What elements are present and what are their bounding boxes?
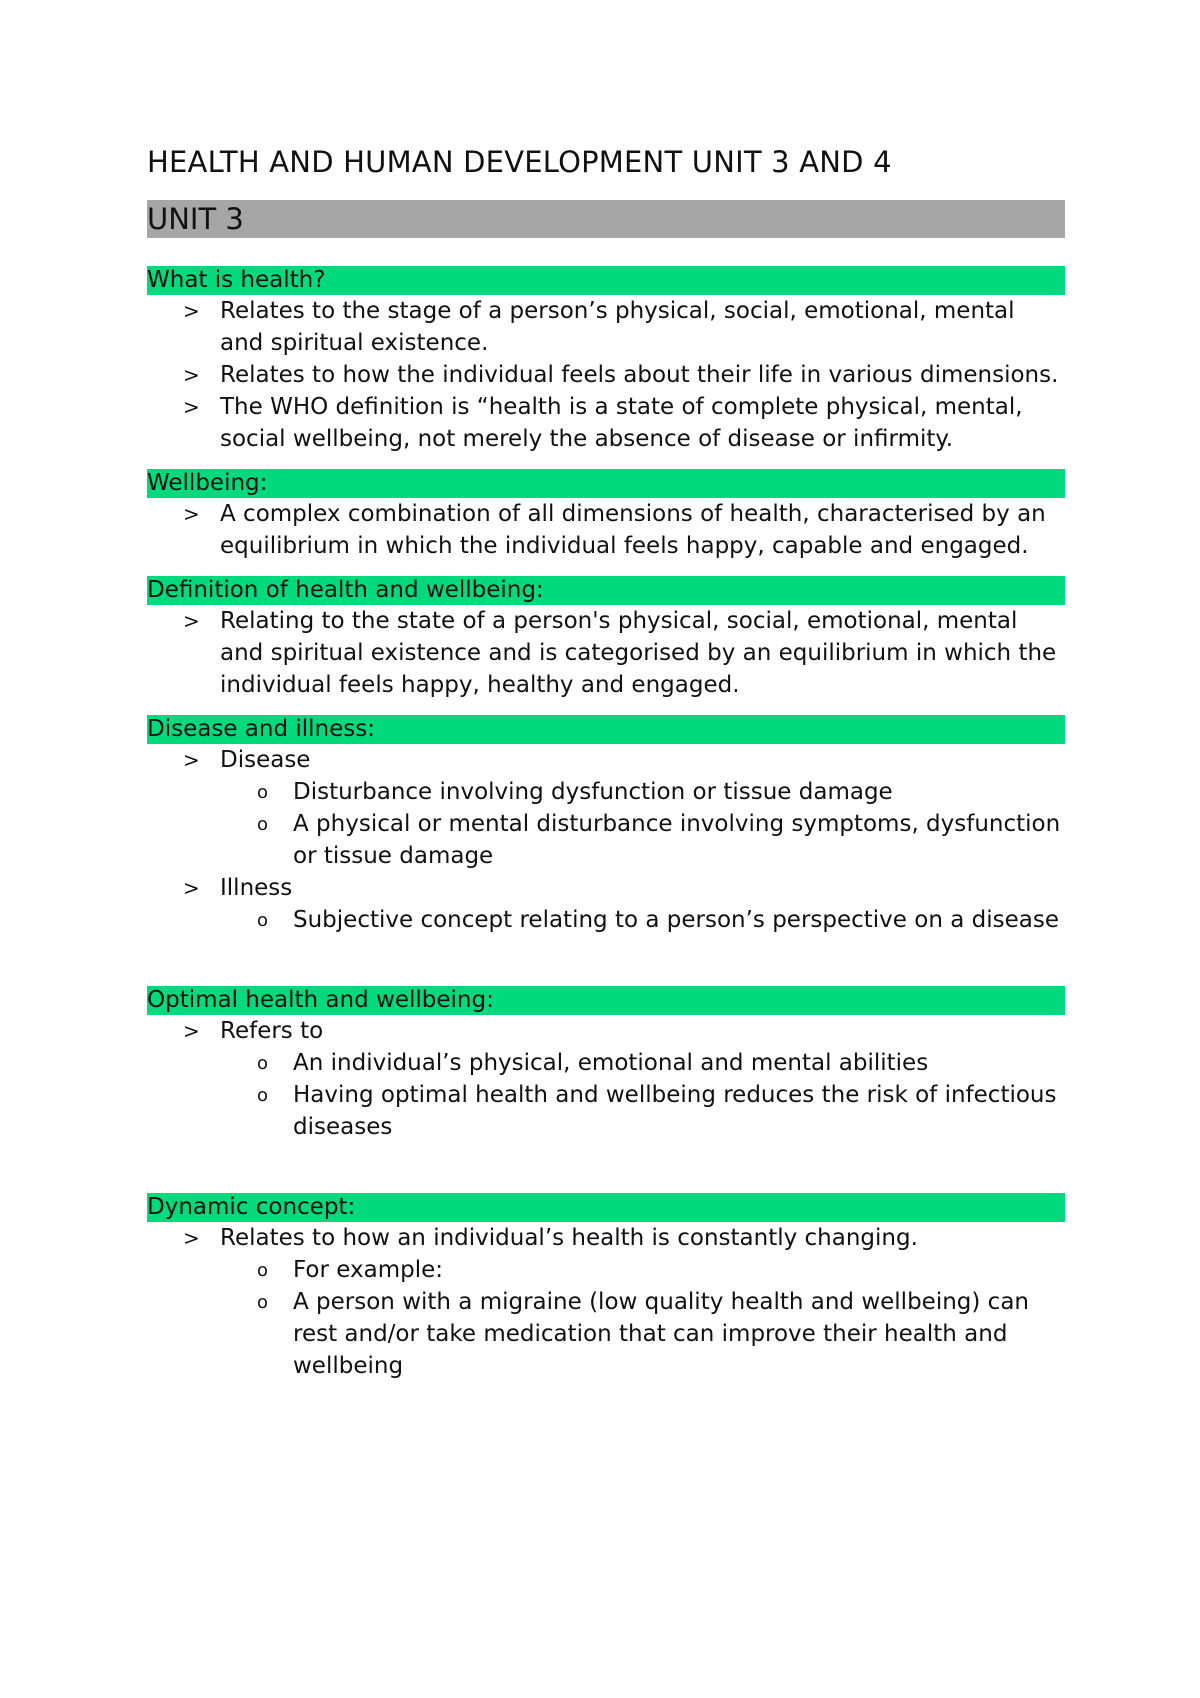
arrow-bullet-icon: > xyxy=(183,876,200,900)
list-item xyxy=(147,359,1065,391)
list-item-text: Relates to how an individual’s health is constantly changing. xyxy=(220,1225,918,1251)
list-item xyxy=(147,295,1065,359)
sub-list-item xyxy=(220,1286,1065,1382)
bullet-list xyxy=(147,1015,1065,1143)
list-item-text: Refers to xyxy=(220,1018,324,1044)
bullet-list xyxy=(147,498,1065,562)
sub-list-item xyxy=(220,1047,1065,1079)
document-title: HEALTH AND HUMAN DEVELOPMENT UNIT 3 AND 4 xyxy=(147,145,892,179)
section-what-is-health xyxy=(147,266,1065,455)
document-page xyxy=(147,140,1065,1382)
list-item xyxy=(147,1222,1065,1382)
section-wellbeing xyxy=(147,469,1065,562)
sub-list-item-text: A person with a migraine (low quality health and wellbeing) can rest and/or take medication that can improve their health and wellbeing xyxy=(293,1289,1029,1379)
section-heading: What is health? xyxy=(147,266,1065,295)
list-item-text: Relating to the state of a person's physical, social, emotional, mental and spiritual existence and is categorised by an equilibrium in which the individual feels happy, healthy and engaged. xyxy=(220,608,1057,698)
bullet-list xyxy=(147,744,1065,936)
section-heading: Optimal health and wellbeing: xyxy=(147,986,1065,1015)
section-optimal-health xyxy=(147,986,1065,1143)
bullet-list xyxy=(147,295,1065,455)
sub-list-item-text: Having optimal health and wellbeing reduces the risk of infectious diseases xyxy=(293,1082,1057,1140)
unit-heading: UNIT 3 xyxy=(147,200,1065,238)
list-item-text: Relates to the stage of a person’s physical, social, emotional, mental and spiritual existence. xyxy=(220,298,1015,356)
arrow-bullet-icon: > xyxy=(183,395,200,419)
list-item-text: Illness xyxy=(220,875,293,901)
arrow-bullet-icon: > xyxy=(183,363,200,387)
arrow-bullet-icon: > xyxy=(183,609,200,633)
sub-list-item xyxy=(220,1254,1065,1286)
sub-list-item-text: For example: xyxy=(293,1257,443,1283)
circle-bullet-icon: o xyxy=(257,1292,269,1313)
list-item xyxy=(147,872,1065,936)
section-heading: Definition of health and wellbeing: xyxy=(147,576,1065,605)
arrow-bullet-icon: > xyxy=(183,748,200,772)
sub-list xyxy=(220,904,1065,936)
section-dynamic-concept xyxy=(147,1193,1065,1382)
arrow-bullet-icon: > xyxy=(183,1226,200,1250)
circle-bullet-icon: o xyxy=(257,1085,269,1106)
list-item-text: A complex combination of all dimensions of health, characterised by an equilibrium in which the individual feels happy, capable and engaged. xyxy=(220,501,1046,559)
list-item-text: Disease xyxy=(220,747,311,773)
arrow-bullet-icon: > xyxy=(183,299,200,323)
section-heading: Disease and illness: xyxy=(147,715,1065,744)
list-item xyxy=(147,1015,1065,1143)
sub-list-item xyxy=(220,776,1065,808)
sub-list-item-text: A physical or mental disturbance involving symptoms, dysfunction or tissue damage xyxy=(293,811,1061,869)
circle-bullet-icon: o xyxy=(257,782,269,803)
sub-list-item xyxy=(220,1079,1065,1143)
list-item-text: Relates to how the individual feels about their life in various dimensions. xyxy=(220,362,1059,388)
arrow-bullet-icon: > xyxy=(183,502,200,526)
circle-bullet-icon: o xyxy=(257,910,269,931)
list-item xyxy=(147,391,1065,455)
section-disease-illness xyxy=(147,715,1065,936)
circle-bullet-icon: o xyxy=(257,1053,269,1074)
sub-list-item xyxy=(220,808,1065,872)
list-item xyxy=(147,744,1065,872)
section-heading: Wellbeing: xyxy=(147,469,1065,498)
bullet-list xyxy=(147,1222,1065,1382)
list-item xyxy=(147,498,1065,562)
sub-list xyxy=(220,776,1065,872)
sub-list-item-text: An individual’s physical, emotional and mental abilities xyxy=(293,1050,929,1076)
list-item xyxy=(147,605,1065,701)
list-item-text: The WHO definition is “health is a state of complete physical, mental, social wellbeing, not merely the absence of disease or infirmity. xyxy=(220,394,1023,452)
bullet-list xyxy=(147,605,1065,701)
section-heading: Dynamic concept: xyxy=(147,1193,1065,1222)
circle-bullet-icon: o xyxy=(257,1260,269,1281)
arrow-bullet-icon: > xyxy=(183,1019,200,1043)
section-definition xyxy=(147,576,1065,701)
sub-list-item-text: Disturbance involving dysfunction or tissue damage xyxy=(293,779,893,805)
sub-list-item-text: Subjective concept relating to a person’s perspective on a disease xyxy=(293,907,1059,933)
sub-list xyxy=(220,1254,1065,1382)
sub-list xyxy=(220,1047,1065,1143)
circle-bullet-icon: o xyxy=(257,814,269,835)
sub-list-item xyxy=(220,904,1065,936)
